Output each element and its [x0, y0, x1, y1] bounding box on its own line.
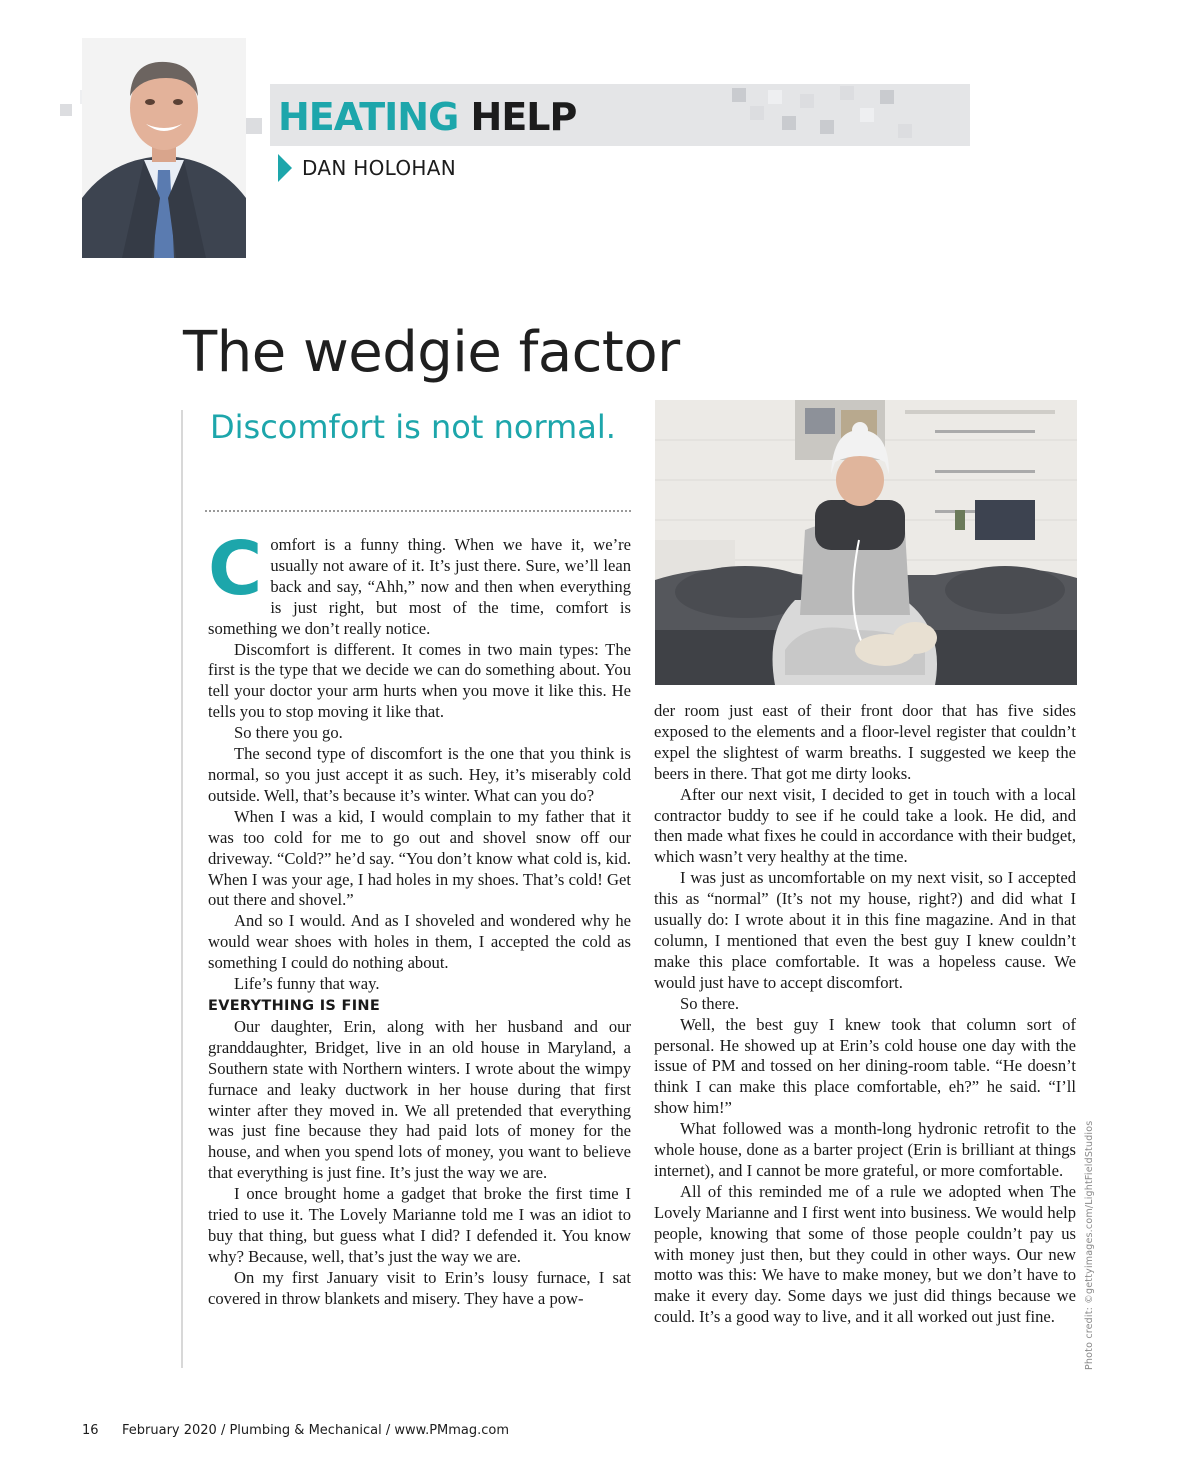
author-name: DAN HOLOHAN: [302, 156, 456, 180]
paragraph: So there you go.: [234, 723, 343, 743]
paragraph: Our daughter, Erin, along with her husband and our granddaughter, Bridget, live in an old house in Maryland, a Southern state with Northern winters. I wrote about the wimpy furnace and leaky ductwork in her house during that first winter after they moved in. We all pretended that everything was just fine because they had paid lots of money for the house, and when you spend lots of money, you want to believe that everything is just fine. It’s just the way we are.: [208, 1016, 631, 1183]
deck-dotted-divider: [205, 510, 631, 512]
footer-text: February 2020 / Plumbing & Mechanical / www.PMmag.com: [122, 1423, 510, 1438]
paragraph: I once brought home a gadget that broke the first time I tried to use it. The Lovely Marianne told me I was an idiot to buy that thing, but guess what I did? I defended it. You know why? Because, well, that’s just the way we are.: [208, 1184, 631, 1266]
headline: The wedgie factor: [183, 320, 680, 385]
left-vertical-rule: [181, 410, 183, 1368]
subheading: EVERYTHING IS FINE: [208, 997, 381, 1014]
author-photo: [82, 38, 246, 258]
page-number: 16: [82, 1423, 99, 1438]
paragraph: When I was a kid, I would complain to my father that it was too cold for me to go out and shovel snow off our driveway. “Cold?” he’d say. “You don’t know what cold is, kid. When I was your age, I had holes in my shoes. That’s cold! Get out there and shovel.”: [208, 806, 631, 910]
paragraph: Comfort is a funny thing. When we have it, we’re usually not aware of it. It’s just there. Sure, we’ll lean back and say, “Ahh,” now and then when everything is just right, but most of the time, comfort is something we don’t really notice.: [208, 526, 631, 638]
drop-cap: C: [208, 526, 263, 612]
paragraph: Well, the best guy I knew took that column sort of personal. He showed up at Erin’s cold house one day with the issue of PM and tossed on her dining-room table. “He doesn’t think I can make this place comfortable, eh?” he said. “I’ll show him!”: [654, 1014, 1076, 1118]
paragraph: I was just as uncomfortable on my next visit, so I accepted this as “normal” (It’s not my house, right?) and did what I usually do: I wrote about it in this fine magazine. And in that column, I mentioned that even the best guy I knew couldn’t make this place comfortable. It was a hopeless cause. We would just have to accept discomfort.: [654, 868, 1076, 992]
photo-credit: Photo credit: ©gettyimages.com/LightFieldStudios: [1084, 1120, 1095, 1370]
paragraph: So there.: [680, 993, 739, 1013]
byline: [278, 152, 456, 184]
paragraph: What followed was a month-long hydronic retrofit to the whole house, done as a barter project (Erin is brilliant at things internet), and I cannot be more grateful, or more comfortable.: [654, 1119, 1076, 1180]
paragraph: On my first January visit to Erin’s lousy furnace, I sat covered in throw blankets and misery. They have a pow-: [208, 1267, 631, 1308]
page-footer: [82, 1423, 509, 1438]
paragraph: The second type of discomfort is the one that you think is normal, so you just accept it as such. Hey, it’s miserably cold outside. Well, that’s because it’s winter. What can you do?: [208, 744, 631, 805]
column-title: [278, 96, 576, 138]
paragraph: Discomfort is different. It comes in two main types: The first is the type that we decide we can do something about. You tell your doctor your arm hurts when you move it like this. He tells you to stop moving it like that.: [208, 639, 631, 722]
paragraph: All of this reminded me of a rule we adopted when The Lovely Marianne and I first went into business. We would help people, knowing that some of those people couldn’t pay us with money just then, but they could in other ways. Our new motto was this: We have to make money, but we don’t have to make it every day. Some days we just did things because we could. It’s a good way to live, and it all worked out just fine.: [654, 1181, 1076, 1327]
deck: Discomfort is not normal.: [210, 408, 616, 446]
column-1: [208, 526, 631, 1310]
byline-arrow-icon: [278, 154, 292, 182]
column-title-heating: HEATING: [278, 95, 459, 139]
column-2: [654, 701, 1076, 1328]
article-photo: [655, 400, 1077, 685]
column-title-help: HELP: [470, 95, 577, 139]
paragraph: Life’s funny that way.: [234, 974, 380, 994]
paragraph: der room just east of their front door that has five sides exposed to the elements and a floor-level register that couldn’t expel the slightest of warm breaths. I suggested we keep the beers in there. That got me dirty looks.: [654, 701, 1076, 783]
paragraph: And so I would. And as I shoveled and wondered why he would wear shoes with holes in them, I accepted the cold as something I could do nothing about.: [208, 911, 631, 973]
paragraph: After our next visit, I decided to get in touch with a local contractor buddy to see if he could take a look. He did, and then made what fixes he could in accordance with their budget, which wasn’t very healthy at the time.: [654, 784, 1076, 867]
